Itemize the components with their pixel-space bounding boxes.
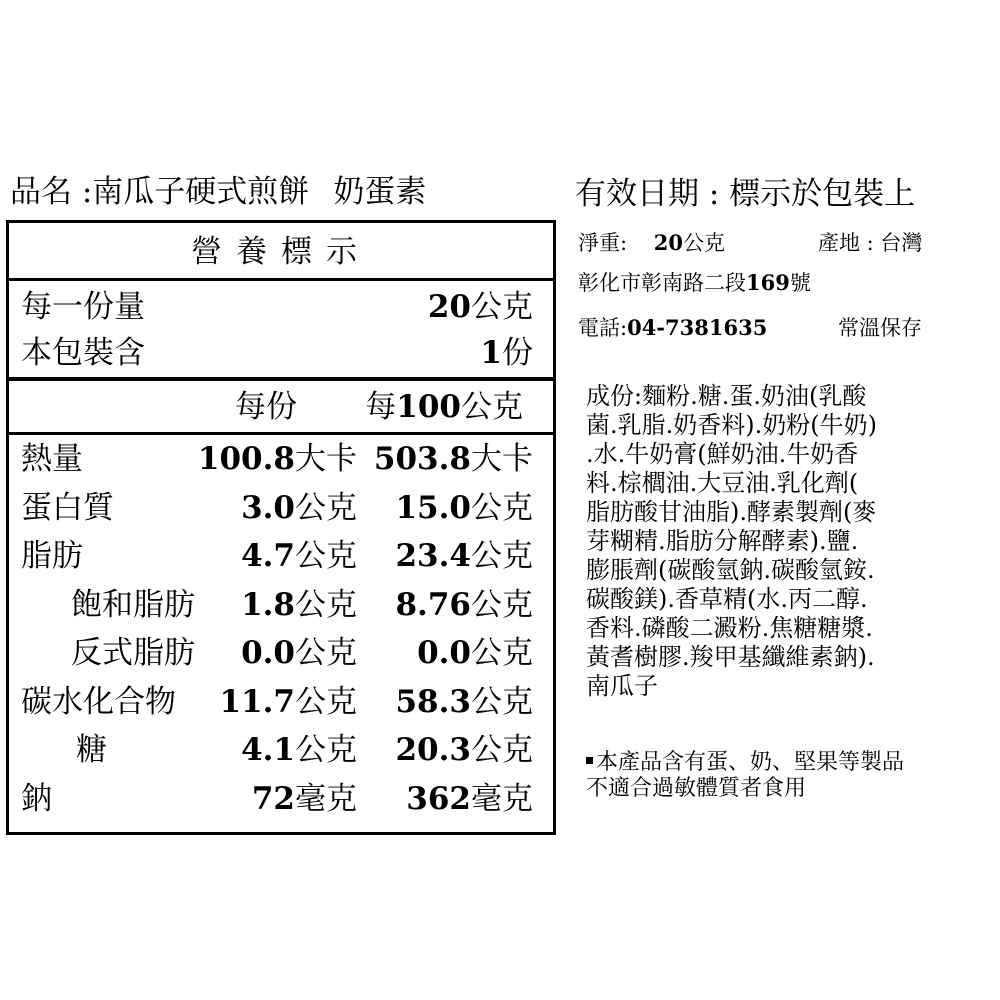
- serving-size-value: 20公克: [427, 289, 533, 325]
- net-weight: 淨重: 20公克: [578, 230, 726, 255]
- nutrient-per-serving: 11.7公克: [219, 683, 357, 720]
- nutrient-per-100g: 8.76公克: [395, 586, 533, 623]
- allergen-text-1: 本產品含有蛋、奶、堅果等製品: [596, 750, 905, 775]
- origin: 產地 : 台灣: [818, 231, 923, 255]
- allergen-line-2: 不適合過敏體質者食用: [586, 776, 807, 801]
- product-name: 品名 :南瓜子硬式煎餅: [10, 174, 310, 210]
- nutrition-panel: [6, 220, 556, 835]
- ingredient-line: .水.牛奶膏(鮮奶油.牛奶香: [586, 440, 859, 468]
- col-per-100g: 每100公克: [365, 389, 523, 425]
- phone: 電話:04-7381635: [578, 315, 768, 340]
- nutrient-label: 糖: [76, 732, 107, 768]
- divider: [9, 432, 553, 435]
- servings-value: 1份: [480, 335, 533, 371]
- nutrient-per-100g: 23.4公克: [395, 538, 533, 574]
- ingredient-line: 黃耆樹膠.羧甲基纖維素鈉).: [586, 643, 875, 671]
- nutrient-per-100g: 503.8大卡: [373, 441, 533, 477]
- divider: [9, 377, 553, 381]
- product-variant: 奶蛋素: [333, 174, 427, 210]
- nutrient-per-serving: 0.0公克: [241, 635, 357, 671]
- ingredient-line: 菌.乳脂.奶香料).奶粉(牛奶): [586, 411, 877, 439]
- divider: [9, 278, 553, 281]
- servings-label: 本包裝含: [21, 335, 145, 371]
- ingredient-line: 香料.磷酸二澱粉.焦糖糖漿.: [586, 614, 873, 642]
- nutrient-label: 脂肪: [21, 538, 83, 574]
- ingredient-line: 料.棕櫚油.大豆油.乳化劑(: [586, 469, 859, 497]
- ingredient-line: 成份:麵粉.糖.蛋.奶油(乳酸: [586, 382, 867, 410]
- nutrition-heading: 營養標示: [191, 234, 371, 270]
- bullet-icon: [586, 757, 593, 764]
- nutrient-per-serving: 1.8公克: [241, 586, 357, 623]
- nutrient-label: 熱量: [21, 441, 83, 477]
- nutrient-per-serving: 4.7公克: [241, 538, 357, 574]
- nutrient-per-serving: 72毫克: [251, 780, 357, 817]
- serving-size-label: 每一份量: [21, 289, 145, 325]
- allergen-notice: [586, 750, 904, 802]
- nutrient-per-100g: 58.3公克: [395, 683, 533, 720]
- ingredient-line: 碳酸鎂).香草精(水.丙二醇.: [586, 585, 868, 613]
- product-title: [10, 170, 426, 214]
- nutrient-label: 飽和脂肪: [71, 586, 195, 623]
- nutrient-per-100g: 20.3公克: [395, 732, 533, 768]
- ingredient-line: 膨脹劑(碳酸氫鈉.碳酸氫銨.: [586, 556, 875, 584]
- nutrient-label: 反式脂肪: [71, 635, 195, 671]
- nutrient-label: 鈉: [21, 780, 52, 817]
- expiry-date: 有效日期 : 標示於包裝上: [575, 176, 916, 212]
- ingredient-line: 南瓜子: [586, 672, 658, 700]
- ingredients-block: [586, 382, 877, 701]
- address: 彰化市彰南路二段169號: [578, 270, 811, 295]
- ingredient-line: 脂肪酸甘油脂).酵素製劑(麥: [586, 498, 877, 526]
- ingredient-line: 芽糊精.脂肪分解酵素).鹽.: [586, 527, 859, 555]
- nutrient-per-100g: 0.0公克: [417, 635, 533, 671]
- nutrient-label: 蛋白質: [21, 489, 114, 526]
- allergen-line-1: [586, 750, 904, 776]
- nutrient-per-serving: 4.1公克: [241, 732, 357, 768]
- nutrient-per-100g: 362毫克: [406, 780, 533, 817]
- col-per-serving: 每份: [235, 389, 297, 425]
- nutrient-per-serving: 3.0公克: [241, 489, 357, 526]
- nutrient-label: 碳水化合物: [21, 683, 176, 720]
- nutrient-per-serving: 100.8大卡: [197, 441, 357, 477]
- nutrient-per-100g: 15.0公克: [395, 489, 533, 526]
- storage: 常溫保存: [838, 316, 922, 340]
